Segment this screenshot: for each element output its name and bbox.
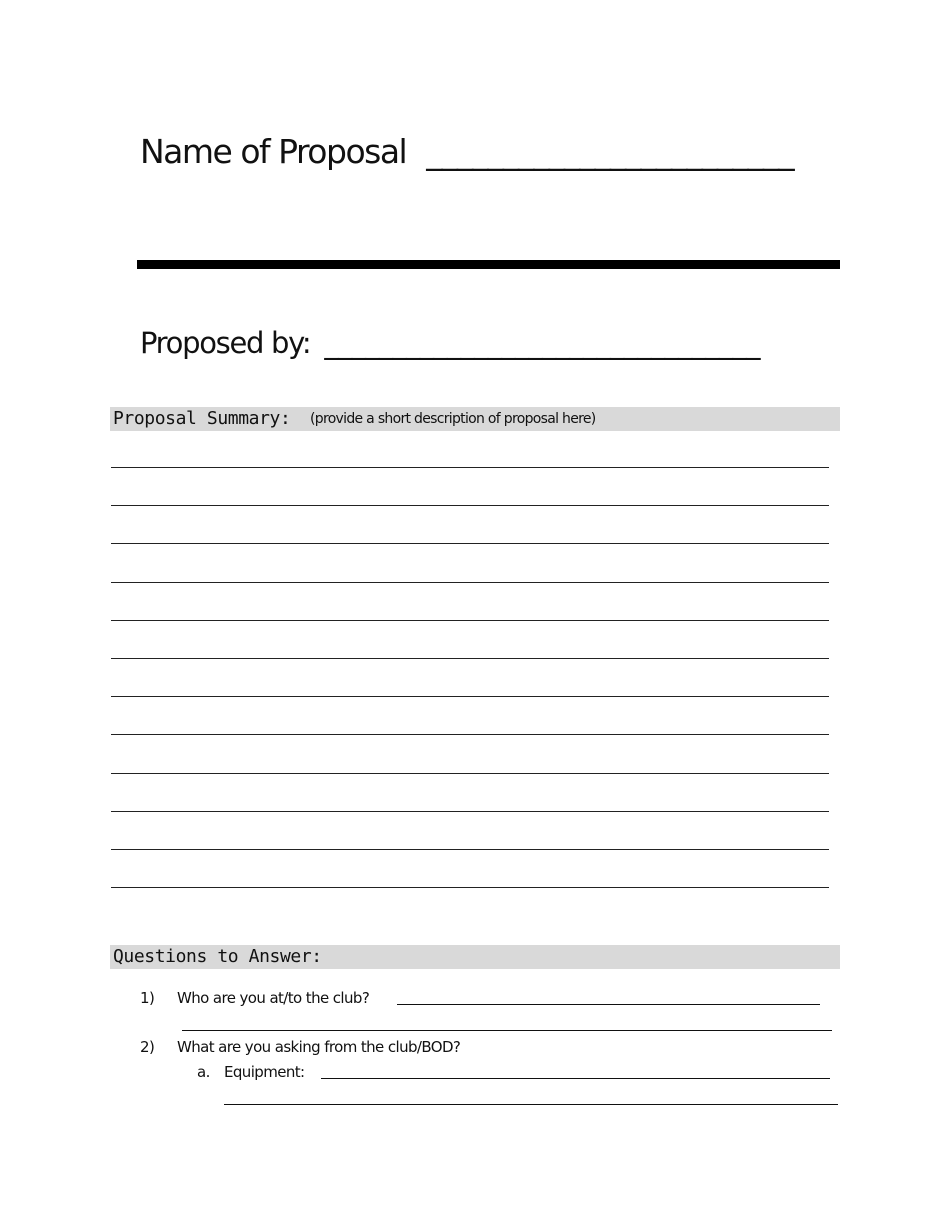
summary-section-header: [110, 407, 840, 431]
summary-line[interactable]: [111, 873, 829, 911]
summary-writing-lines[interactable]: [111, 453, 829, 911]
question-number: 2): [140, 1038, 155, 1056]
summary-line[interactable]: [111, 797, 829, 835]
question-1: [140, 989, 370, 1007]
questions-section-header: [110, 945, 840, 969]
question-2: [140, 1038, 461, 1056]
equipment-answer-line-2[interactable]: [224, 1090, 838, 1105]
proposal-name-label: Name of Proposal: [140, 132, 407, 171]
summary-note: (provide a short description of proposal here): [310, 411, 596, 427]
proposed-by-row: [140, 326, 760, 360]
question-text: Who are you at/to the club?: [177, 989, 370, 1007]
summary-heading: Proposal Summary:: [113, 408, 291, 429]
question-number: 1): [140, 989, 155, 1007]
question-1-answer-line[interactable]: [397, 990, 820, 1005]
equipment-answer-line[interactable]: [321, 1064, 830, 1079]
questions-heading: Questions to Answer:: [113, 946, 322, 967]
question-2a: [197, 1063, 305, 1081]
summary-line[interactable]: [111, 606, 829, 644]
proposal-name-row: [140, 132, 793, 171]
summary-line[interactable]: [111, 453, 829, 491]
summary-line[interactable]: [111, 720, 829, 758]
heading-divider-rule: [137, 260, 840, 269]
summary-line[interactable]: [111, 682, 829, 720]
proposal-name-blank[interactable]: ________________________: [426, 132, 794, 171]
subitem-text: Equipment:: [224, 1063, 305, 1081]
proposed-by-blank[interactable]: ________________________________: [324, 326, 760, 360]
summary-line[interactable]: [111, 835, 829, 873]
summary-line[interactable]: [111, 568, 829, 606]
summary-line[interactable]: [111, 644, 829, 682]
proposed-by-label: Proposed by:: [140, 326, 311, 360]
question-text: What are you asking from the club/BOD?: [177, 1038, 461, 1056]
summary-line[interactable]: [111, 759, 829, 797]
summary-line[interactable]: [111, 491, 829, 529]
question-1-answer-line-2[interactable]: [182, 1016, 832, 1031]
subitem-letter: a.: [197, 1063, 210, 1081]
summary-line[interactable]: [111, 529, 829, 567]
